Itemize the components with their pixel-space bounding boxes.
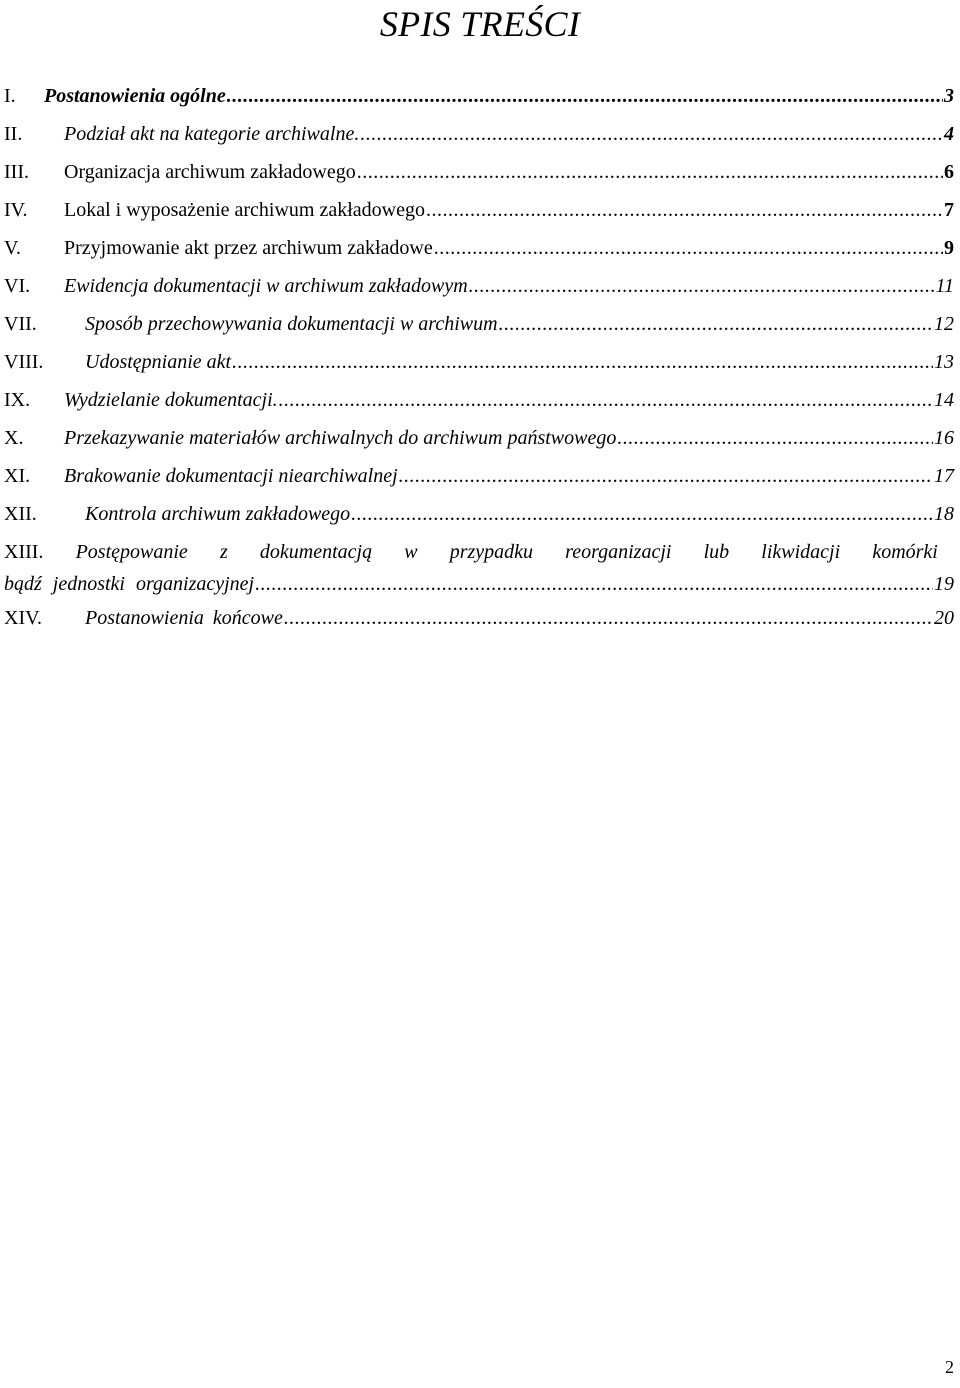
toc-dot-leader (617, 421, 933, 455)
toc-entry-number: IX. (4, 389, 31, 411)
toc-dot-leader (399, 459, 933, 493)
toc-entry-page: 3 (944, 85, 954, 107)
toc-entry-title: Lokal i wyposażenie archiwum zakładowego (64, 199, 425, 221)
toc-entry-page: 13 (934, 351, 954, 373)
toc-entry-page: 9 (944, 237, 954, 259)
toc-title-word: z (219, 541, 228, 563)
toc-entry-page: 7 (944, 199, 954, 221)
page-number: 2 (945, 1357, 954, 1377)
toc-entry-number: X. (4, 427, 24, 449)
toc-dot-leader (426, 193, 943, 227)
toc-entry-number: VIII. (4, 351, 44, 373)
toc-entry-number: VI. (4, 275, 31, 297)
toc-entry-title: Ewidencja dokumentacji w archiwum zakładowym (64, 275, 468, 297)
toc-entry-title: Wydzielanie dokumentacji. (64, 389, 278, 411)
toc-title-word: dokumentacją (259, 541, 373, 563)
toc-title-word: przypadku (449, 541, 534, 563)
toc-dot-leader (351, 497, 933, 531)
toc-entry-3[interactable] (4, 155, 954, 193)
toc-dot-leader (360, 117, 943, 151)
toc-entry-page: 4 (944, 123, 954, 145)
toc-entry-12[interactable] (4, 497, 954, 535)
toc-entry-4[interactable] (4, 193, 954, 231)
toc-entry-title: Przekazywanie materiałów archiwalnych do archiwum państwowego (64, 427, 617, 449)
toc-title-word: Postępowanie (75, 541, 188, 563)
toc-title-word: lub (703, 541, 730, 563)
toc-entry-number: VII. (4, 313, 37, 335)
toc-entry-title: Przyjmowanie akt przez archiwum zakładowe (64, 237, 433, 259)
toc-entry-page: 6 (944, 161, 954, 183)
toc-entry-number: IV. (4, 199, 28, 221)
toc-title-word: komórki (872, 541, 938, 563)
toc-entry-11[interactable] (4, 459, 954, 497)
toc-entry-number: III. (4, 161, 29, 183)
toc-entry-title-continued: bądź jednostki organizacyjnej (4, 573, 255, 595)
toc-entry-title: Podział akt na kategorie archiwalne. (64, 123, 360, 145)
toc-entry-number: II. (4, 123, 23, 145)
toc-entry-page: 12 (934, 313, 954, 335)
toc-entry-title: Postanowienia ogólne (44, 85, 226, 107)
toc-entry-page: 19 (934, 573, 954, 595)
toc-entry-14[interactable] (4, 601, 954, 639)
toc-entry-title: Organizacja archiwum zakładowego (64, 161, 356, 183)
toc-dot-leader (469, 269, 935, 303)
toc-entry-page: 16 (934, 427, 954, 449)
toc-entry-page: 20 (934, 607, 954, 629)
toc-dot-leader (284, 601, 933, 635)
toc-dot-leader (434, 231, 943, 265)
toc-dot-leader (357, 155, 943, 189)
toc-dot-leader (499, 307, 933, 341)
toc-entry-number: XIV. (4, 607, 42, 629)
page-title: SPIS TREŚCI (379, 4, 581, 44)
toc-entry-title: Udostępnianie akt (85, 351, 232, 373)
toc-entry-9[interactable] (4, 383, 954, 421)
toc-entry-title: Sposób przechowywania dokumentacji w archiwum (85, 313, 498, 335)
toc-entry-number: V. (4, 237, 21, 259)
toc-entry-number: XI. (4, 465, 31, 487)
toc-entry-page: 18 (934, 503, 954, 525)
toc-entry-page: 11 (935, 275, 954, 297)
toc-entry-page: 17 (934, 465, 954, 487)
toc-dot-leader (227, 79, 943, 113)
toc-entry-title: Kontrola archiwum zakładowego (85, 503, 351, 525)
toc-entry-number: I. (4, 85, 16, 107)
table-of-contents (4, 79, 954, 639)
toc-entry-6[interactable] (4, 269, 954, 307)
toc-dot-leader (255, 567, 933, 601)
toc-entry-title: Brakowanie dokumentacji niearchiwalnej (64, 465, 398, 487)
toc-entry-13[interactable] (4, 535, 954, 601)
toc-dot-leader (279, 383, 933, 417)
toc-entry-10[interactable] (4, 421, 954, 459)
toc-dot-leader (232, 345, 933, 379)
toc-entry-number: XIII. (4, 541, 44, 563)
toc-entry-2[interactable] (4, 117, 954, 155)
toc-entry-page: 14 (934, 389, 954, 411)
toc-entry-1[interactable] (4, 79, 954, 117)
toc-title-word: reorganizacji (565, 541, 672, 563)
toc-entry-5[interactable] (4, 231, 954, 269)
toc-title-word: likwidacji (761, 541, 841, 563)
toc-title-word: w (404, 541, 418, 563)
toc-entry-title: Postanowienia końcowe (85, 607, 283, 629)
toc-entry-7[interactable] (4, 307, 954, 345)
toc-entry-number: XII. (4, 503, 37, 525)
toc-entry-8[interactable] (4, 345, 954, 383)
